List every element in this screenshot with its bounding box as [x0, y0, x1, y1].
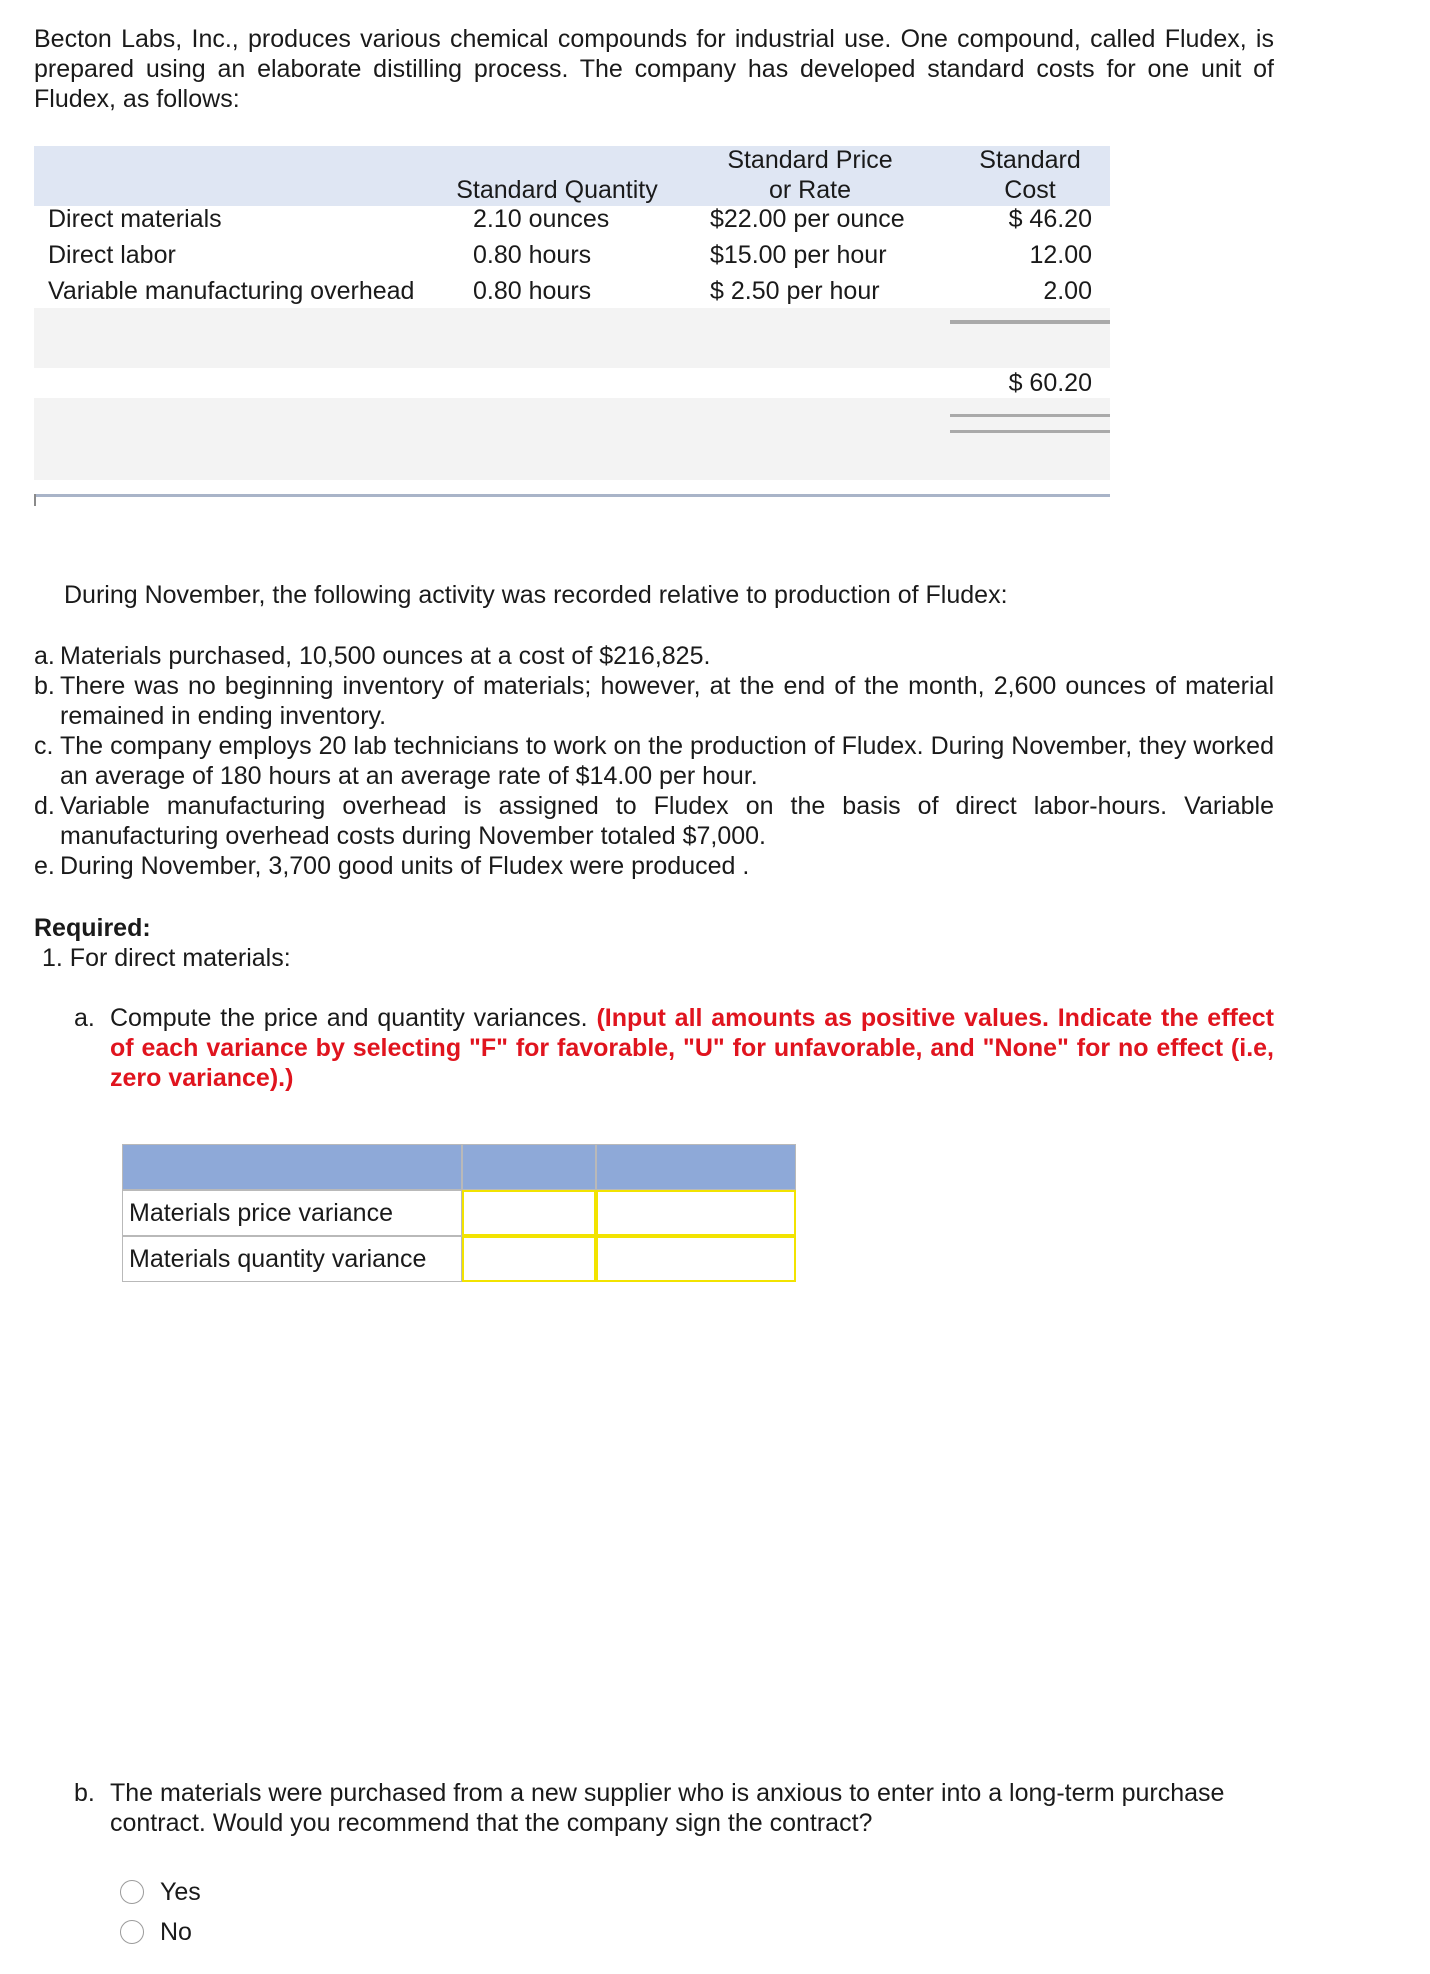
row-label: Variable manufacturing overhead: [48, 277, 415, 305]
row-price: $15.00 per hour: [710, 241, 887, 269]
part-b: [74, 1778, 1274, 1838]
row-quantity: 2.10 ounces: [473, 205, 610, 233]
radio-yes[interactable]: [120, 1880, 144, 1904]
grid-header-cell: [596, 1144, 796, 1190]
list-letter: c.: [34, 732, 54, 760]
row-cost: $ 46.20: [1008, 205, 1092, 233]
blank-band: [34, 308, 1110, 368]
part-b-text: The materials were purchased from a new supplier who is anxious to enter into a long-term purchase contract. Would you recommend that the company sign the contract?: [110, 1779, 1225, 1837]
list-item: [34, 791, 1274, 851]
part-b-letter: b.: [74, 1779, 95, 1807]
quantity-variance-amount-input[interactable]: [462, 1236, 596, 1282]
row-quantity: 0.80 hours: [473, 241, 592, 269]
row-cost: 12.00: [1029, 241, 1092, 269]
list-item: [34, 671, 1274, 731]
required-heading: Required:: [34, 914, 151, 942]
row-label: Direct materials: [48, 205, 222, 233]
row-quantity: 0.80 hours: [473, 277, 592, 305]
radio-no[interactable]: [120, 1920, 144, 1944]
list-letter: d.: [34, 792, 55, 820]
list-letter: a.: [34, 642, 55, 670]
list-text: There was no beginning inventory of materials; however, at the end of the month, 2,600 ounces of material remained in ending inventory.: [60, 672, 1274, 730]
double-rule-top: [950, 414, 1110, 417]
radio-label-yes[interactable]: Yes: [160, 1878, 201, 1906]
subtotal-rule: [950, 320, 1110, 324]
price-variance-amount-input[interactable]: [462, 1190, 596, 1236]
header-cost: Cost: [1004, 176, 1056, 204]
radio-label-no[interactable]: No: [160, 1918, 192, 1946]
variance-label-quantity: Materials quantity variance: [122, 1236, 462, 1282]
row-price: $22.00 per ounce: [710, 205, 905, 233]
table-bottom-border: [34, 494, 1110, 497]
list-letter: b.: [34, 672, 55, 700]
row-cost: 2.00: [1043, 277, 1092, 305]
grid-header-cell: [462, 1144, 596, 1190]
list-text: During November, 3,700 good units of Fludex were produced .: [60, 852, 750, 880]
quantity-variance-effect-select[interactable]: [596, 1236, 796, 1282]
row-label: Direct labor: [48, 241, 176, 269]
list-letter: e.: [34, 852, 55, 880]
list-text: The company employs 20 lab technicians to work on the production of Fludex. During November, they worked an average of 180 hours at an average rate of $14.00 per hour.: [60, 732, 1274, 790]
part-a: [74, 1003, 1274, 1093]
row-price: $ 2.50 per hour: [710, 277, 880, 305]
list-text: Variable manufacturing overhead is assigned to Fludex on the basis of direct labor-hours. Variable manufacturing overhead costs during November totaled $7,000.: [60, 792, 1274, 850]
grid-header-cell: [122, 1144, 462, 1190]
blank-band: [34, 398, 1110, 480]
list-item: [34, 641, 1274, 671]
part-a-text: Compute the price and quantity variances.: [110, 1004, 588, 1032]
list-item: [34, 731, 1274, 791]
activity-intro: During November, the following activity was recorded relative to production of Fludex:: [64, 581, 1008, 609]
total-cost: $ 60.20: [1008, 369, 1092, 397]
part-a-instruction: (Input all amounts as positive values. Indicate the effect of each variance by selecting "F" for favorable, "U" for unfavorable, and "None" for no effect (i.e, zero variance).): [110, 1004, 1274, 1092]
double-rule-bottom: [950, 430, 1110, 433]
list-item: [34, 851, 1274, 881]
header-standard: Standard: [979, 146, 1081, 174]
table-corner: [34, 494, 36, 506]
header-standard-price: Standard Price: [727, 146, 893, 174]
required-item-1: 1. For direct materials:: [42, 944, 291, 972]
header-or-rate: or Rate: [769, 176, 851, 204]
part-a-letter: a.: [74, 1004, 95, 1032]
price-variance-effect-select[interactable]: [596, 1190, 796, 1236]
intro-paragraph: Becton Labs, Inc., produces various chemical compounds for industrial use. One compound, called Fludex, is prepared using an elaborate distilling process. The company has developed standard costs for one unit of Fludex, as follows:: [34, 25, 1274, 113]
variance-label-price: Materials price variance: [122, 1190, 462, 1236]
list-text: Materials purchased, 10,500 ounces at a cost of $216,825.: [60, 642, 711, 670]
header-standard-quantity: Standard Quantity: [456, 176, 658, 204]
